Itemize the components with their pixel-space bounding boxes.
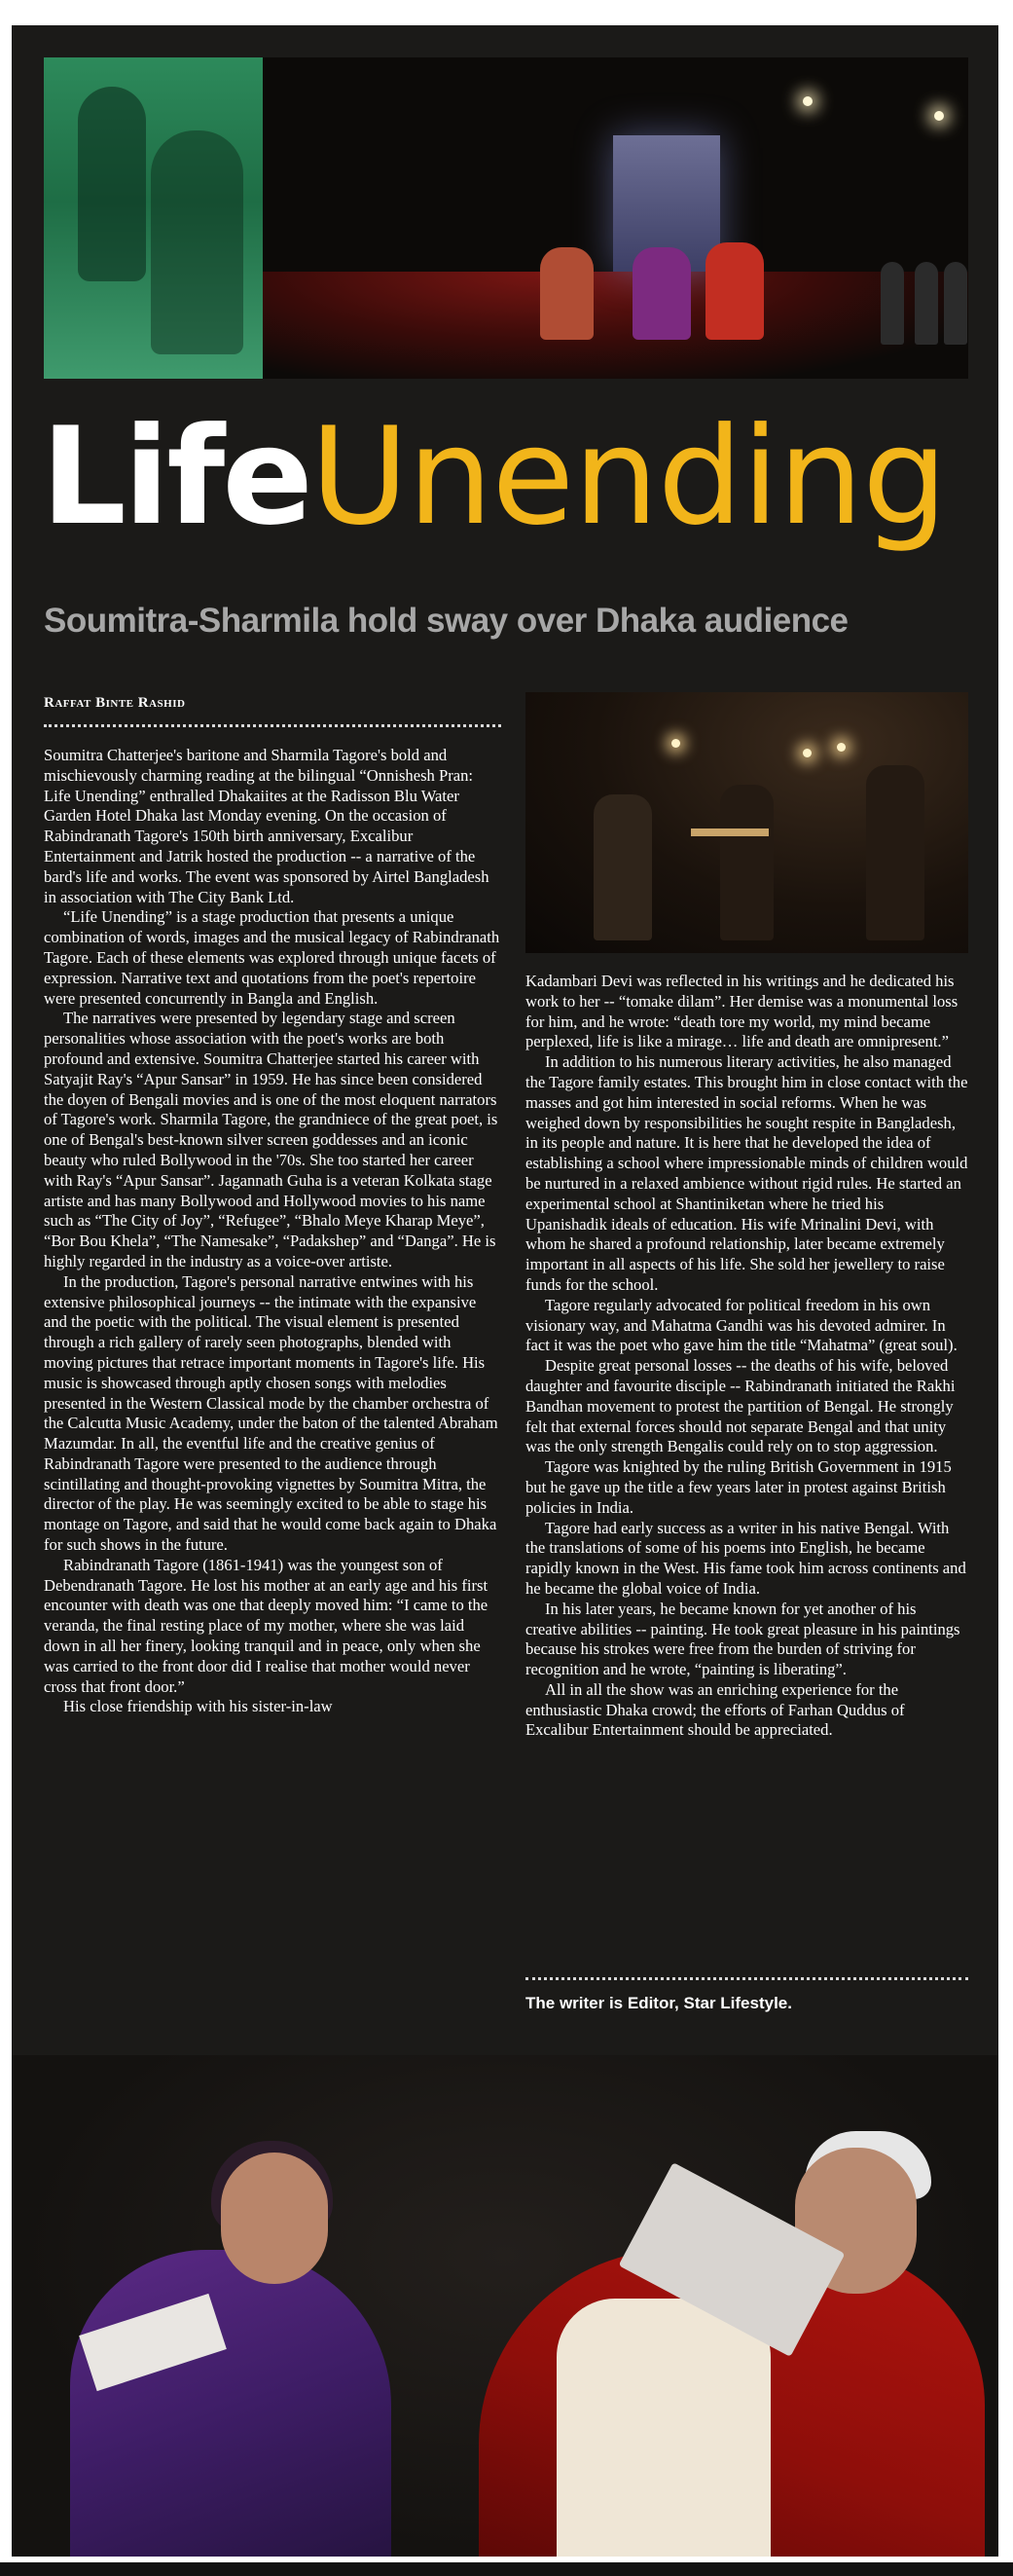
- stage-light: [803, 96, 813, 106]
- performer-figure: [540, 247, 594, 340]
- paragraph: All in all the show was an enriching experience for the enthusiastic Dhaka crowd; the efforts of Farhan Quddus of Excalibur Entertainment should be appreciated.: [525, 1679, 905, 1740]
- page-bottom-bar: [0, 2562, 1013, 2576]
- paragraph: In the production, Tagore's personal narrative entwines with his extensive philosophical journeys -- the intimate with the expansive and the poetic with the political. The visual element is presented through a rich gallery of rarely seen photographs, blended with moving pictures that retrace important moments in Tagore's life. His music is showcased through aptly chosen songs with melodies presented in the Western Classical mode by the chamber orchestra of the Calcutta Music Academy, under the baton of the talented Abraham Mazumdar. In all, the eventful life and the creative genius of Rabindranath Tagore were presented to the audience through scintillating and thought-provoking vignettes by Soumitra Mitra, the director of the play. He was seemingly excited to be able to stage his montage on Tagore, and said that he would come back again to Dhaka for such shows in the future.: [44, 1271, 498, 1555]
- paragraph: Kadambari Devi was reflected in his writings and he dedicated his work to her -- “tomake dilam”. Her demise was a monumental loss for him, and he wrote: “death tore my world, my mind became perplexed, life is like a mirage… life and death are omnipresent.”: [525, 972, 959, 1051]
- performer-figure: [633, 247, 691, 340]
- conductor-figure: [594, 794, 652, 940]
- musician-figure: [720, 785, 774, 940]
- sharmila-face: [221, 2153, 328, 2284]
- paragraph: Soumitra Chatterjee's baritone and Sharmila Tagore's bold and mischievously charming reading at the bilingual “Onnishesh Pran: Life Unending” enthralled Dhakaiites at the Radisson Blu Water Garden Hotel Dhaka last Monday evening. On the occasion of Rabindranath Tagore's 150th birth anniversary, Excalibur Entertainment and Jatrik hosted the production -- a narrative of the bard's life and works. The event was sponsored by Airtel Bangladesh in association with The City Bank Ltd.: [44, 746, 489, 906]
- paragraph: His close friendship with his sister-in-law: [63, 1697, 333, 1716]
- dotted-divider: [525, 1977, 968, 1980]
- paragraph: Rabindranath Tagore (1861-1941) was the youngest son of Debendranath Tagore. He lost his mother at an early age and his first encounter with death was one that deeply moved him: “I came to the veranda, the final resting place of my mother, where she was laid down in all her finery, looking tranquil and in peace, only when she was carried to the front door did I realise that mother would never cross that front door.”: [44, 1555, 488, 1696]
- archival-tagore-photo: [44, 57, 263, 379]
- paragraph: “Life Unending” is a stage production that presents a unique combination of words, images and the musical legacy of Rabindranath Tagore. Each of these elements was explored through unique facets of expression. Narrative text and quotations from the poet's repertoire were presented concurrently in Bangla and English.: [44, 907, 500, 1008]
- stage-light: [934, 111, 944, 121]
- dotted-divider: [44, 724, 501, 727]
- musician-figure: [866, 765, 924, 940]
- musician-figure: [915, 262, 938, 345]
- paragraph: Tagore was knighted by the ruling British Government in 1915 but he gave up the title a few years later in protest against British policies in India.: [525, 1457, 952, 1517]
- headline-part-unending: Unending: [309, 398, 947, 555]
- stage-floor: [263, 272, 968, 379]
- paragraph: The narratives were presented by legendary stage and screen personalities whose association with the poet's works are both profound and extensive. Soumitra Chatterjee started his career with Satyajit Ray's “Apur Sansar” in 1959. He has since been considered the doyen of Bengali movies and is one of the most eloquent narrators of Tagore's work. Sharmila Tagore, the grandniece of the great poet, is one of Bengal's best-known silver screen goddesses and an iconic beauty who ruled Bollywood in the '70s. She too started her career with Ray's “Apur Sansar”. Jagannath Guha is a veteran Kolkata stage artiste and has many Bollywood and Hollywood movies to his name such as “The City of Joy”, “Refugee”, “Bhalo Meye Kharap Meye”, “Bor Bou Khela”, “The Namesake”, “Padakshep” and “Danga”. He is highly regarded in the industry as a voice-over artiste.: [44, 1009, 498, 1270]
- article-column-right: [525, 972, 968, 1741]
- paragraph: Tagore regularly advocated for political freedom in his own visionary way, and Mahatma Gandhi was his devoted admirer. In fact it was the poet who gave him the title “Mahatma” (great soul).: [525, 1295, 958, 1355]
- sharmila-figure: [70, 2250, 391, 2557]
- soumitra-kurta: [557, 2299, 771, 2557]
- stage-performance-photo: [44, 57, 968, 379]
- headline: [41, 398, 947, 555]
- article-column-left: [44, 746, 501, 1717]
- stage-light: [803, 749, 812, 757]
- paragraph: Tagore had early success as a writer in his native Bengal. With the translations of some of his poems into English, he became rapidly known in the West. His fame took him across continents and he became the global voice of India.: [525, 1518, 966, 1598]
- orchestra-photo: [525, 692, 968, 953]
- stage-light: [837, 743, 846, 752]
- subheadline: Soumitra-Sharmila hold sway over Dhaka audience: [44, 602, 849, 640]
- article-page: [12, 25, 998, 2557]
- paragraph: In his later years, he became known for yet another of his creative abilities -- painting. He took great pleasure in his paintings because his strokes were free from the burden of striving for recognition and he wrote, “painting is liberating”.: [525, 1599, 960, 1679]
- music-stand: [691, 828, 769, 836]
- byline: Raffat Binte Rashid: [44, 695, 186, 711]
- paragraph: In addition to his numerous literary activities, he also managed the Tagore family estates. This brought him in close contact with the masses and got him interested in social reforms. When he was weighed down by responsibilities he sought respite in Bangladesh, in its people and nature. It is here that he developed the idea of establishing a school where impressionable minds of children would be nurtured in a relaxed ambience without rigid rules. He started an experimental school at Shantiniketan where he tried his Upanishadik ideals of education. His wife Mrinalini Devi, with whom he shared a profound relationship, later became extremely important in all aspects of his life. She sold her jewellery to raise funds for the school.: [525, 1052, 968, 1294]
- musician-figure: [944, 262, 967, 345]
- paragraph: Despite great personal losses -- the deaths of his wife, beloved daughter and favourite disciple -- Rabindranath initiated the Rakhi Bandhan movement to protest the partition of Bengal. He strongly felt that external forces should not separate Bengal and that unity was the only strength Bengalis could rely on to stop aggression.: [525, 1356, 956, 1456]
- readers-photo: [12, 2055, 998, 2557]
- writer-note: The writer is Editor, Star Lifestyle.: [525, 1994, 792, 2012]
- stage-light: [671, 739, 680, 748]
- musician-figure: [881, 262, 904, 345]
- headline-part-life: Life: [41, 398, 310, 555]
- performer-figure: [705, 242, 764, 340]
